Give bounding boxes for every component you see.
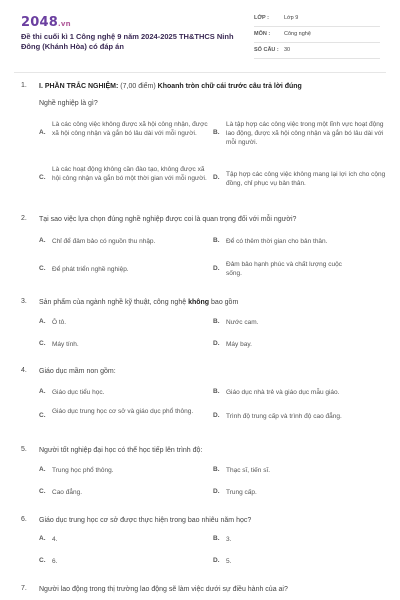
option-letter: A.: [39, 466, 46, 473]
meta-label: MÔN :: [254, 31, 271, 37]
option-letter: B.: [213, 237, 220, 244]
option-text: Máy bay.: [226, 341, 252, 348]
option-letter: C.: [39, 265, 46, 272]
question-number: 4.: [21, 367, 27, 374]
option-text: Là các công việc không được xã hội công nhận, được xã hội công nhận và gắn bó lâu dài với mỗi người.: [52, 121, 208, 137]
option-text: Giáo dục nhà trẻ và giáo dục mẫu giáo.: [226, 389, 340, 396]
section-instruction: Khoanh tròn chữ cái trước câu trả lời đúng: [157, 83, 302, 90]
option-letter: B.: [213, 466, 220, 473]
question-number: 2.: [21, 215, 27, 222]
option-letter: B.: [213, 535, 220, 542]
option-letter: C.: [39, 174, 46, 181]
option-letter: B.: [213, 129, 220, 136]
option-letter: A.: [39, 129, 46, 136]
header-divider: [14, 72, 386, 73]
option-letter: B.: [213, 388, 220, 395]
option-text: Đảm bảo hạnh phúc và chất lượng cuộc sống.: [226, 261, 342, 277]
option-letter: D.: [213, 174, 220, 181]
section-points: (7,00 điểm): [120, 83, 156, 90]
option-text: 5.: [226, 558, 232, 565]
option-text: 3.: [226, 536, 232, 543]
option-letter: B.: [213, 318, 220, 325]
logo-suffix: .vn: [57, 20, 71, 28]
option-letter: D.: [213, 265, 220, 272]
question-text: Giáo dục trung học cơ sở được thực hiện trong bao nhiêu năm học?: [39, 517, 252, 524]
option-text: Giáo dục trung học cơ sở và giáo dục phổ thông.: [52, 408, 194, 415]
option-text: Là tập hợp các công việc trong một lĩnh vực hoạt động lao động, được xã hội công nhận và gắn bó lâu dài với mỗi người.: [226, 121, 384, 146]
meta-row-subject: [254, 30, 380, 43]
option-text: Để phát triển nghề nghiệp.: [52, 266, 129, 273]
question-text-after: bao gồm: [211, 299, 239, 306]
option-letter: A.: [39, 237, 46, 244]
option-text: Trung học phổ thông.: [52, 467, 114, 474]
question-text: Tại sao việc lựa chọn đúng nghề nghiệp được coi là quan trọng đối với mỗi người?: [39, 216, 297, 223]
question-number: 7.: [21, 585, 27, 592]
option-text: Máy tính.: [52, 341, 79, 348]
option-text: Thạc sĩ, tiến sĩ.: [226, 467, 271, 474]
option-letter: A.: [39, 318, 46, 325]
option-text: 6.: [52, 558, 58, 565]
question-text: Người lao động trong thị trường lao động sẽ làm việc dưới sự điều hành của ai?: [39, 586, 288, 593]
meta-value: Lớp 9: [284, 15, 299, 21]
option-letter: D.: [213, 340, 220, 347]
logo-main: 2048: [21, 15, 58, 30]
question-number: 6.: [21, 516, 27, 523]
option-text: Nước cam.: [226, 319, 259, 326]
meta-value: 30: [284, 47, 291, 53]
option-text: Trình độ trung cấp và trình độ cao đẳng.: [226, 413, 342, 420]
question-text: Giáo dục mầm non gồm:: [39, 368, 116, 375]
meta-label: LỚP :: [254, 15, 269, 21]
option-letter: C.: [39, 412, 46, 419]
option-text: Giáo dục tiểu học.: [52, 389, 105, 396]
option-letter: C.: [39, 340, 46, 347]
option-letter: D.: [213, 557, 220, 564]
meta-row-count: [254, 46, 380, 59]
option-letter: C.: [39, 557, 46, 564]
question-text: Người tốt nghiệp đại học có thể học tiếp lên trình độ:: [39, 447, 203, 454]
site-logo[interactable]: [21, 15, 71, 30]
question-text: [39, 298, 389, 307]
option-text: Để có thêm thời gian cho bản thân.: [226, 238, 328, 245]
document-title: Đề thi cuối kì 1 Công nghệ 9 năm 2024-2025 TH&THCS Ninh Đông (Khánh Hòa) có đáp án: [21, 32, 234, 51]
meta-table: [254, 14, 380, 62]
option-text: Trung cấp.: [226, 489, 257, 496]
option-text: Cao đẳng.: [52, 489, 82, 496]
option-letter: D.: [213, 488, 220, 495]
option-letter: D.: [213, 412, 220, 419]
section-prefix: I. PHẦN TRẮC NGHIỆM:: [39, 83, 119, 90]
question-text-emphasis: không: [188, 299, 210, 306]
meta-value: Công nghệ: [284, 31, 311, 37]
question-number: 1.: [21, 82, 27, 89]
option-text: Tập hợp các công việc không mang lại lợi ích cho cộng đồng, chỉ phục vụ bản thân.: [226, 171, 386, 187]
option-letter: A.: [39, 535, 46, 542]
meta-label: SỐ CÂU :: [254, 47, 279, 53]
option-letter: C.: [39, 488, 46, 495]
question-number: 3.: [21, 298, 27, 305]
question-text-before: Sản phẩm của ngành nghề kỹ thuật, công nghệ: [39, 299, 187, 306]
section-title: [39, 82, 389, 91]
page-header: [0, 0, 400, 70]
option-text: Chỉ để đảm bảo có nguồn thu nhập.: [52, 238, 156, 245]
option-text: 4.: [52, 536, 58, 543]
option-text: Ô tô.: [52, 319, 67, 326]
option-letter: A.: [39, 388, 46, 395]
question-number: 5.: [21, 446, 27, 453]
question-text: Nghề nghiệp là gì?: [39, 100, 98, 107]
option-text: Là các hoạt động không cần đào tạo, không được xã hội công nhận và gắn bó một thời gian với mỗi người.: [52, 166, 207, 182]
meta-row-class: [254, 14, 380, 27]
